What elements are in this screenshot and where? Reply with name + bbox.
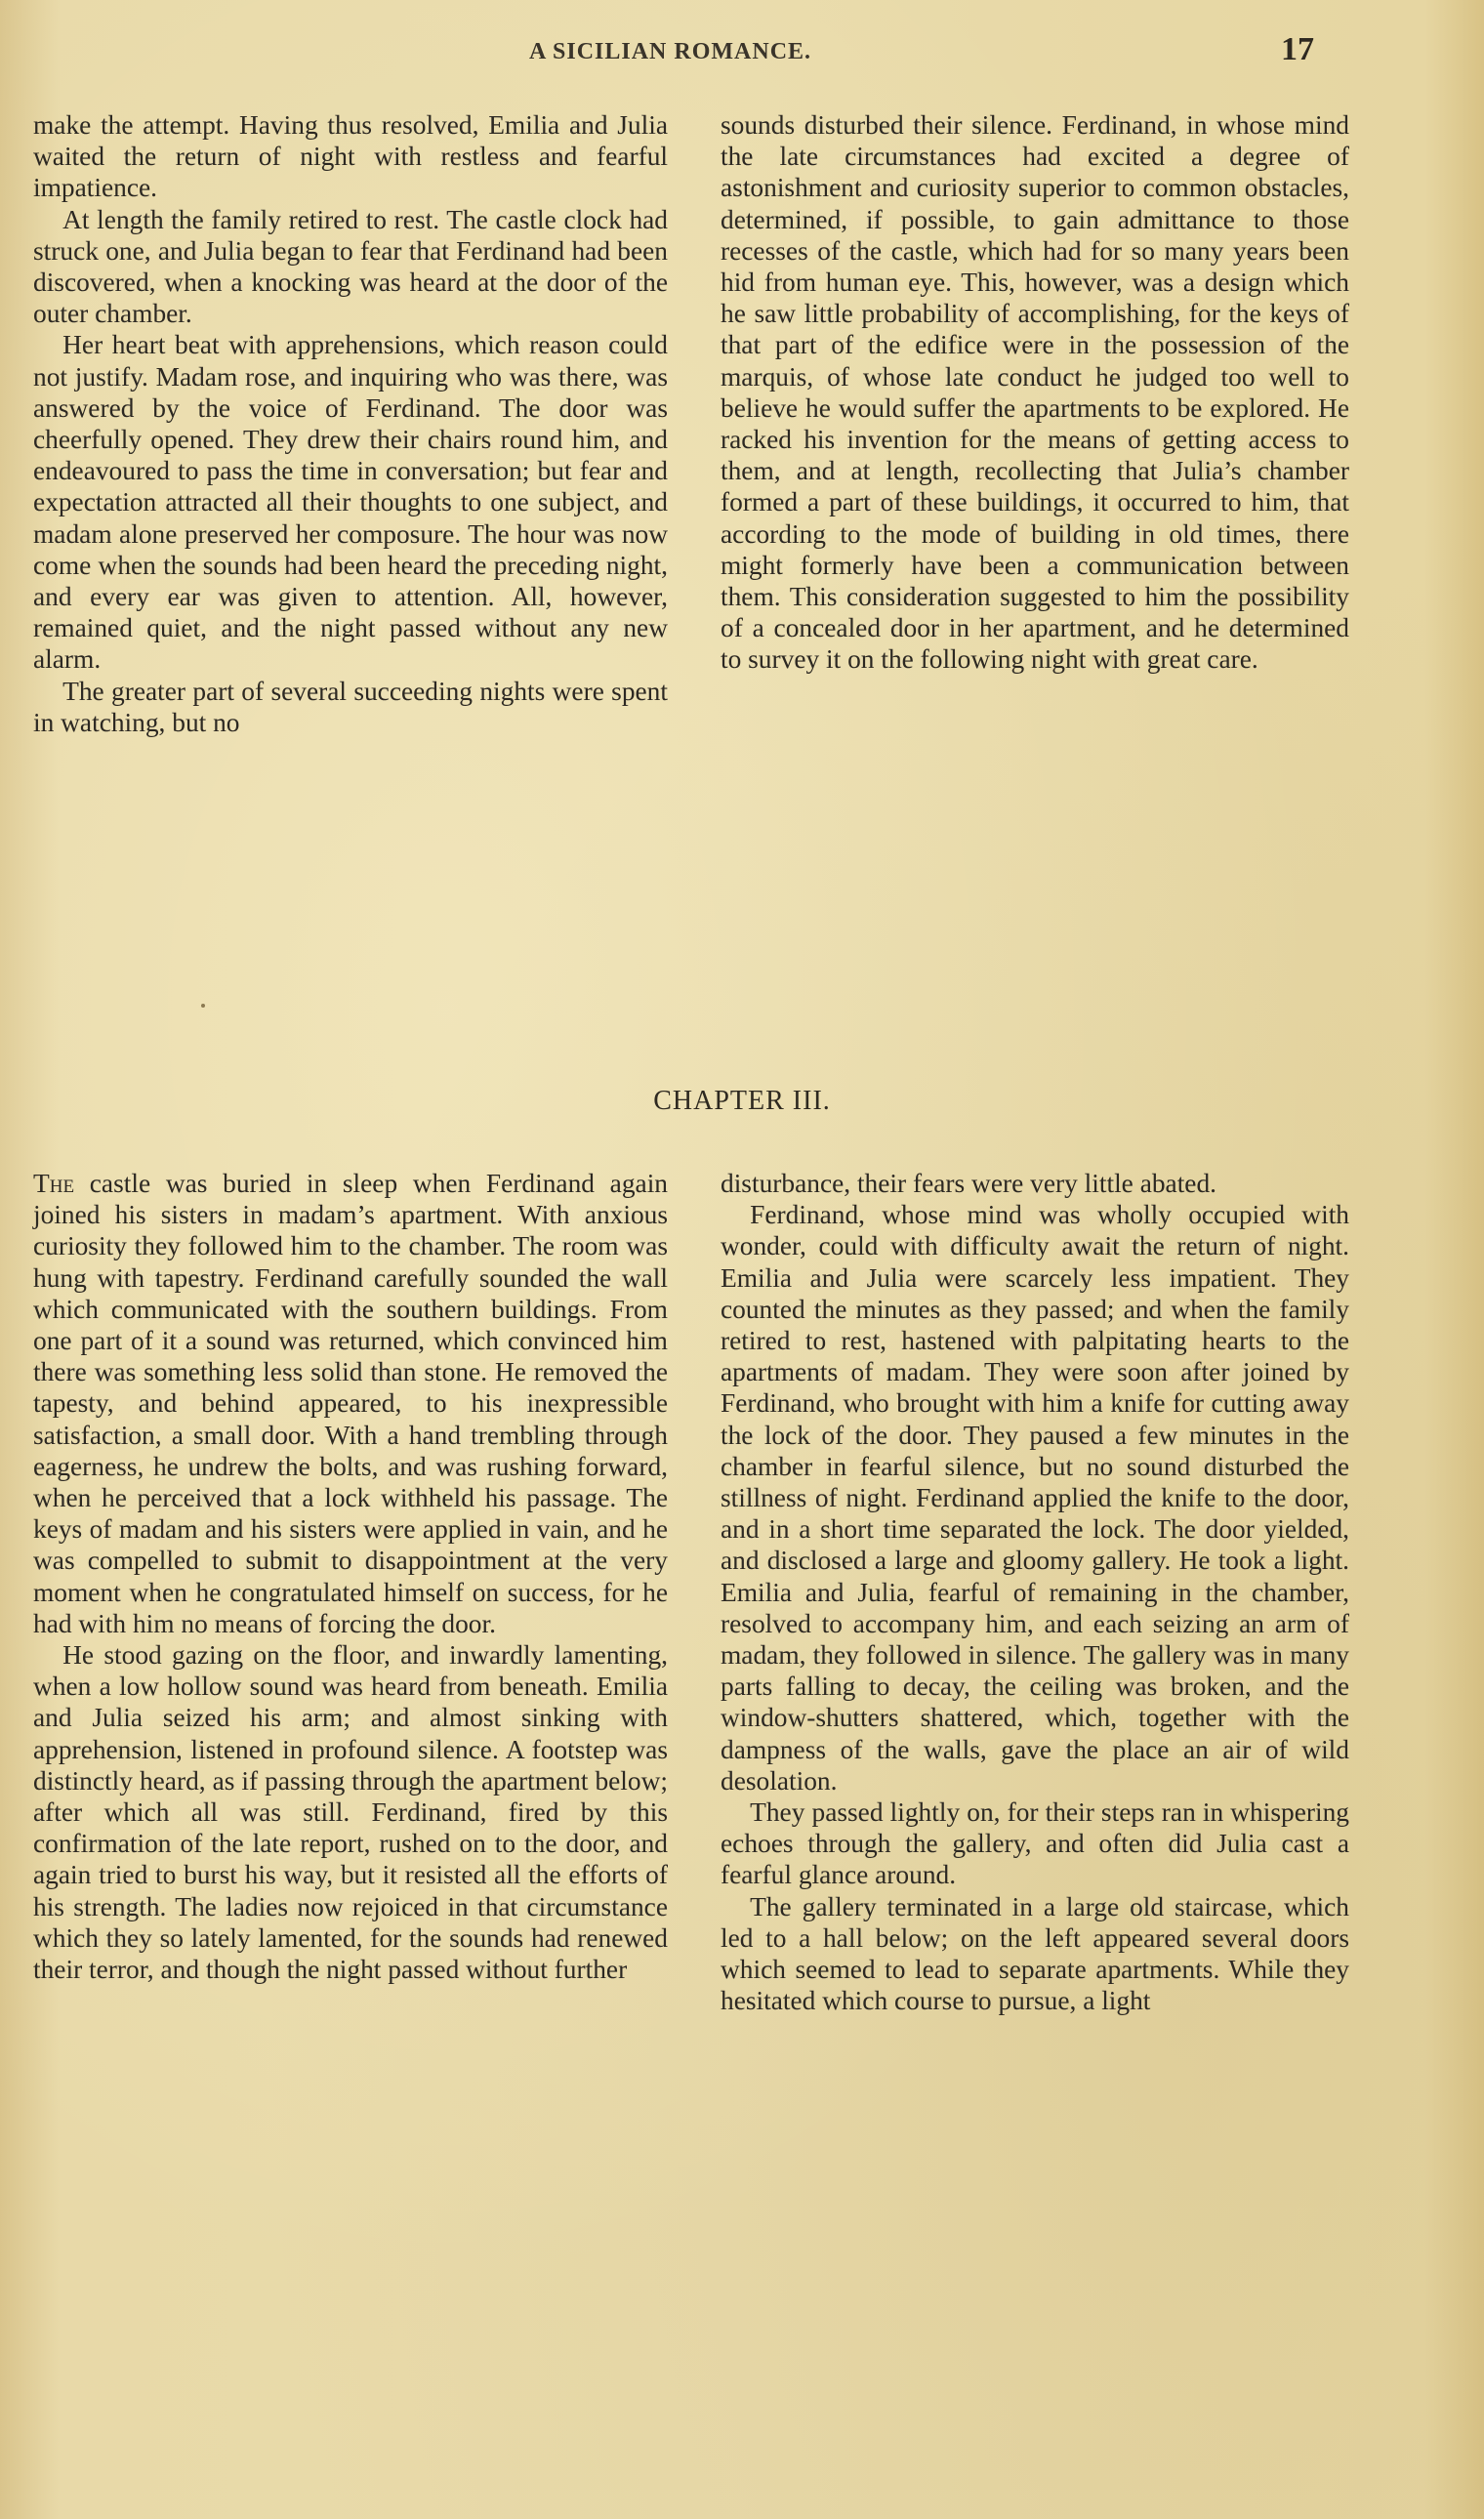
paragraph: sounds disturbed their silence. Ferdinand, in whose mind the late circumstances had excited a degree of astonishment and curiosity superior to common obstacles, determined, if possible, to gain admittance to those recesses of the castle, which had for so many years been hid from human eye. This, however, was a design which he saw little probability of accomplishing, for the keys of that part of the edifice were in the possession of the marquis, of whose late conduct he judged too well to believe he would suffer the apartments to be explored. He racked his invention for the means of getting access to them, and at length, recollecting that Julia’s chamber formed a part of these buildings, it occurred to him, that according to the mode of building in old times, there might formerly have been a communication between them. This consideration suggested to him the possibility of a concealed door in her apartment, and he determined to survey it on the following night with great care. (721, 110, 1349, 675)
paragraph: The greater part of several succeeding nights were spent in watching, but no (33, 676, 668, 737)
bottom-left-column (33, 1168, 668, 1985)
paragraph: The gallery terminated in a large old staircase, which led to a hall below; on the left appeared several doors which seemed to lead to separate apartments. While they hesitated which course to pursue, a light (721, 1891, 1349, 2016)
top-left-column (33, 109, 668, 738)
drop-word: The (33, 1169, 75, 1198)
page-number: 17 (1281, 31, 1314, 67)
paragraph: He stood gazing on the floor, and inwardly lamenting, when a low hollow sound was heard from beneath. Emilia and Julia seized his arm; and almost sinking with apprehension, listened in profound silence. A footstep was distinctly heard, as if passing through the apartment below; after which all was still. Ferdinand, fired by this confirmation of the late report, rushed on to the door, and again tried to burst his way, but it resisted all the efforts of his strength. The ladies now rejoiced in that circumstance which they so lately lamented, for the sounds had renewed their terror, and though the night passed without further (33, 1640, 668, 1985)
paragraph (33, 1168, 668, 1639)
paragraph: At length the family retired to rest. The castle clock had struck one, and Julia began to fear that Ferdinand had been discovered, when a knocking was heard at the door of the outer chamber. (33, 204, 668, 329)
paragraph: make the attempt. Having thus resolved, Emilia and Julia waited the return of night with restless and fearful impatience. (33, 110, 668, 203)
top-right-column (721, 109, 1349, 676)
running-title: A SICILIAN ROMANCE. (529, 39, 812, 64)
paragraph: Her heart beat with apprehensions, which reason could not justify. Madam rose, and inquiring who was there, was answered by the voice of Ferdinand. The door was cheerfully opened. They drew their chairs round him, and endeavoured to pass the time in conversation; but fear and expectation attracted all their thoughts to one subject, and madam alone preserved her composure. The hour was now come when the sounds had been heard the preceding night, and every ear was given to attention. All, however, remained quiet, and the night passed without any new alarm. (33, 330, 668, 675)
bottom-right-column (721, 1168, 1349, 2016)
paragraph-text: castle was buried in sleep when Ferdinand again joined his sisters in madam’s apartment. With anxious curiosity they followed him to the chamber. The room was hung with tapestry. Ferdinand carefully sounded the wall which communicated with the southern buildings. From one part of it a sound was returned, which convinced him there was something less solid than stone. He removed the tapesty, and behind appeared, to his inexpressible satisfaction, a small door. With a hand trembling through eagerness, he undrew the bolts, and was rushing forward, when he perceived that a lock withheld his passage. The keys of madam and his sisters were applied in vain, and he was compelled to submit to disappointment at the very moment when he congratulated himself on success, for he had with him no means of forcing the door. (33, 1169, 668, 1638)
paragraph: disturbance, their fears were very little abated. (721, 1169, 1217, 1198)
chapter-heading: CHAPTER III. (653, 1086, 831, 1116)
margin-dot (201, 1004, 205, 1008)
paragraph: They passed lightly on, for their steps ran in whispering echoes through the gallery, and often did Julia cast a fearful glance around. (721, 1797, 1349, 1890)
page-header (0, 31, 1484, 70)
paragraph: Ferdinand, whose mind was wholly occupied with wonder, could with difficulty await the return of night. Emilia and Julia were scarcely less impatient. They counted the minutes as they passed; and when the family retired to rest, hastened with palpitating hearts to the apartments of madam. They were soon after joined by Ferdinand, who brought with him a knife for cutting away the lock of the door. They paused a few minutes in the chamber in fearful silence, but no sound disturbed the stillness of night. Ferdinand applied the knife to the door, and in a short time separated the lock. The door yielded, and disclosed a large and gloomy gallery. He took a light. Emilia and Julia, fearful of remaining in the chamber, resolved to accompany him, and each seizing an arm of madam, they followed in silence. The gallery was in many parts falling to decay, the ceiling was broken, and the window-shutters shattered, which, together with the dampness of the walls, gave the place an air of wild desolation. (721, 1200, 1349, 1796)
